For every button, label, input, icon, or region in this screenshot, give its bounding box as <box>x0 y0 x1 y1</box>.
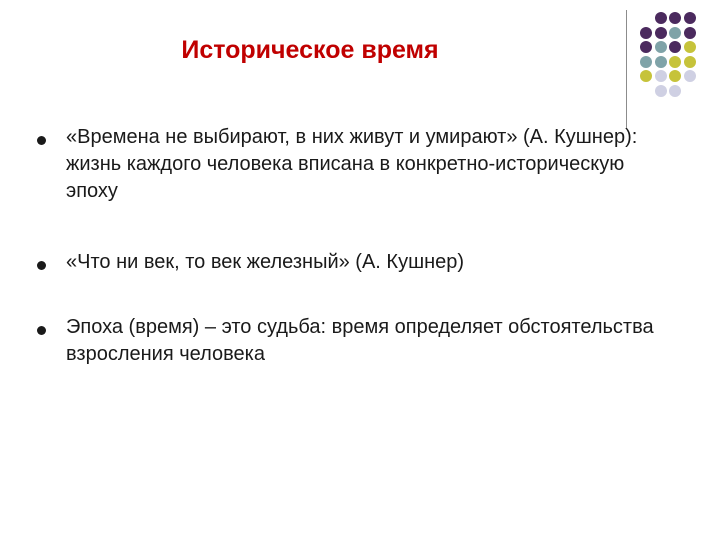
decorative-dot <box>640 27 652 39</box>
decorative-dot <box>684 70 696 82</box>
bullet-marker-3 <box>37 326 46 335</box>
decorative-dot <box>684 27 696 39</box>
bullet-marker-2 <box>37 261 46 270</box>
decorative-dot <box>655 70 667 82</box>
decorative-dot <box>640 56 652 68</box>
decorative-dot <box>684 41 696 53</box>
decorative-dot <box>669 27 681 39</box>
decorative-dot <box>655 41 667 53</box>
decorative-dot <box>669 85 681 97</box>
bullet-item-1: «Времена не выбирают, в них живут и умирают» (А. Кушнер): жизнь каждого человека вписана в конкретно-историческую эпоху <box>66 126 638 202</box>
decorative-dot <box>684 12 696 24</box>
decorative-dot <box>669 12 681 24</box>
decorative-dot <box>655 12 667 24</box>
bullet-item-3: Эпоха (время) – это судьба: время определяет обстоятельства взросления человека <box>66 316 654 365</box>
bullet-marker-1 <box>37 136 46 145</box>
decorative-dot <box>655 27 667 39</box>
decorative-dot <box>655 56 667 68</box>
decorative-dot <box>640 41 652 53</box>
decorative-dot <box>640 70 652 82</box>
decorative-dot <box>669 56 681 68</box>
decorative-dot <box>669 70 681 82</box>
decorative-dot <box>655 85 667 97</box>
bullet-item-2: «Что ни век, то век железный» (А. Кушнер) <box>66 251 465 273</box>
decorative-dot <box>684 56 696 68</box>
decorative-dot-grid <box>0 0 720 140</box>
slide-title: Историческое время <box>181 36 439 64</box>
decorative-dot <box>669 41 681 53</box>
